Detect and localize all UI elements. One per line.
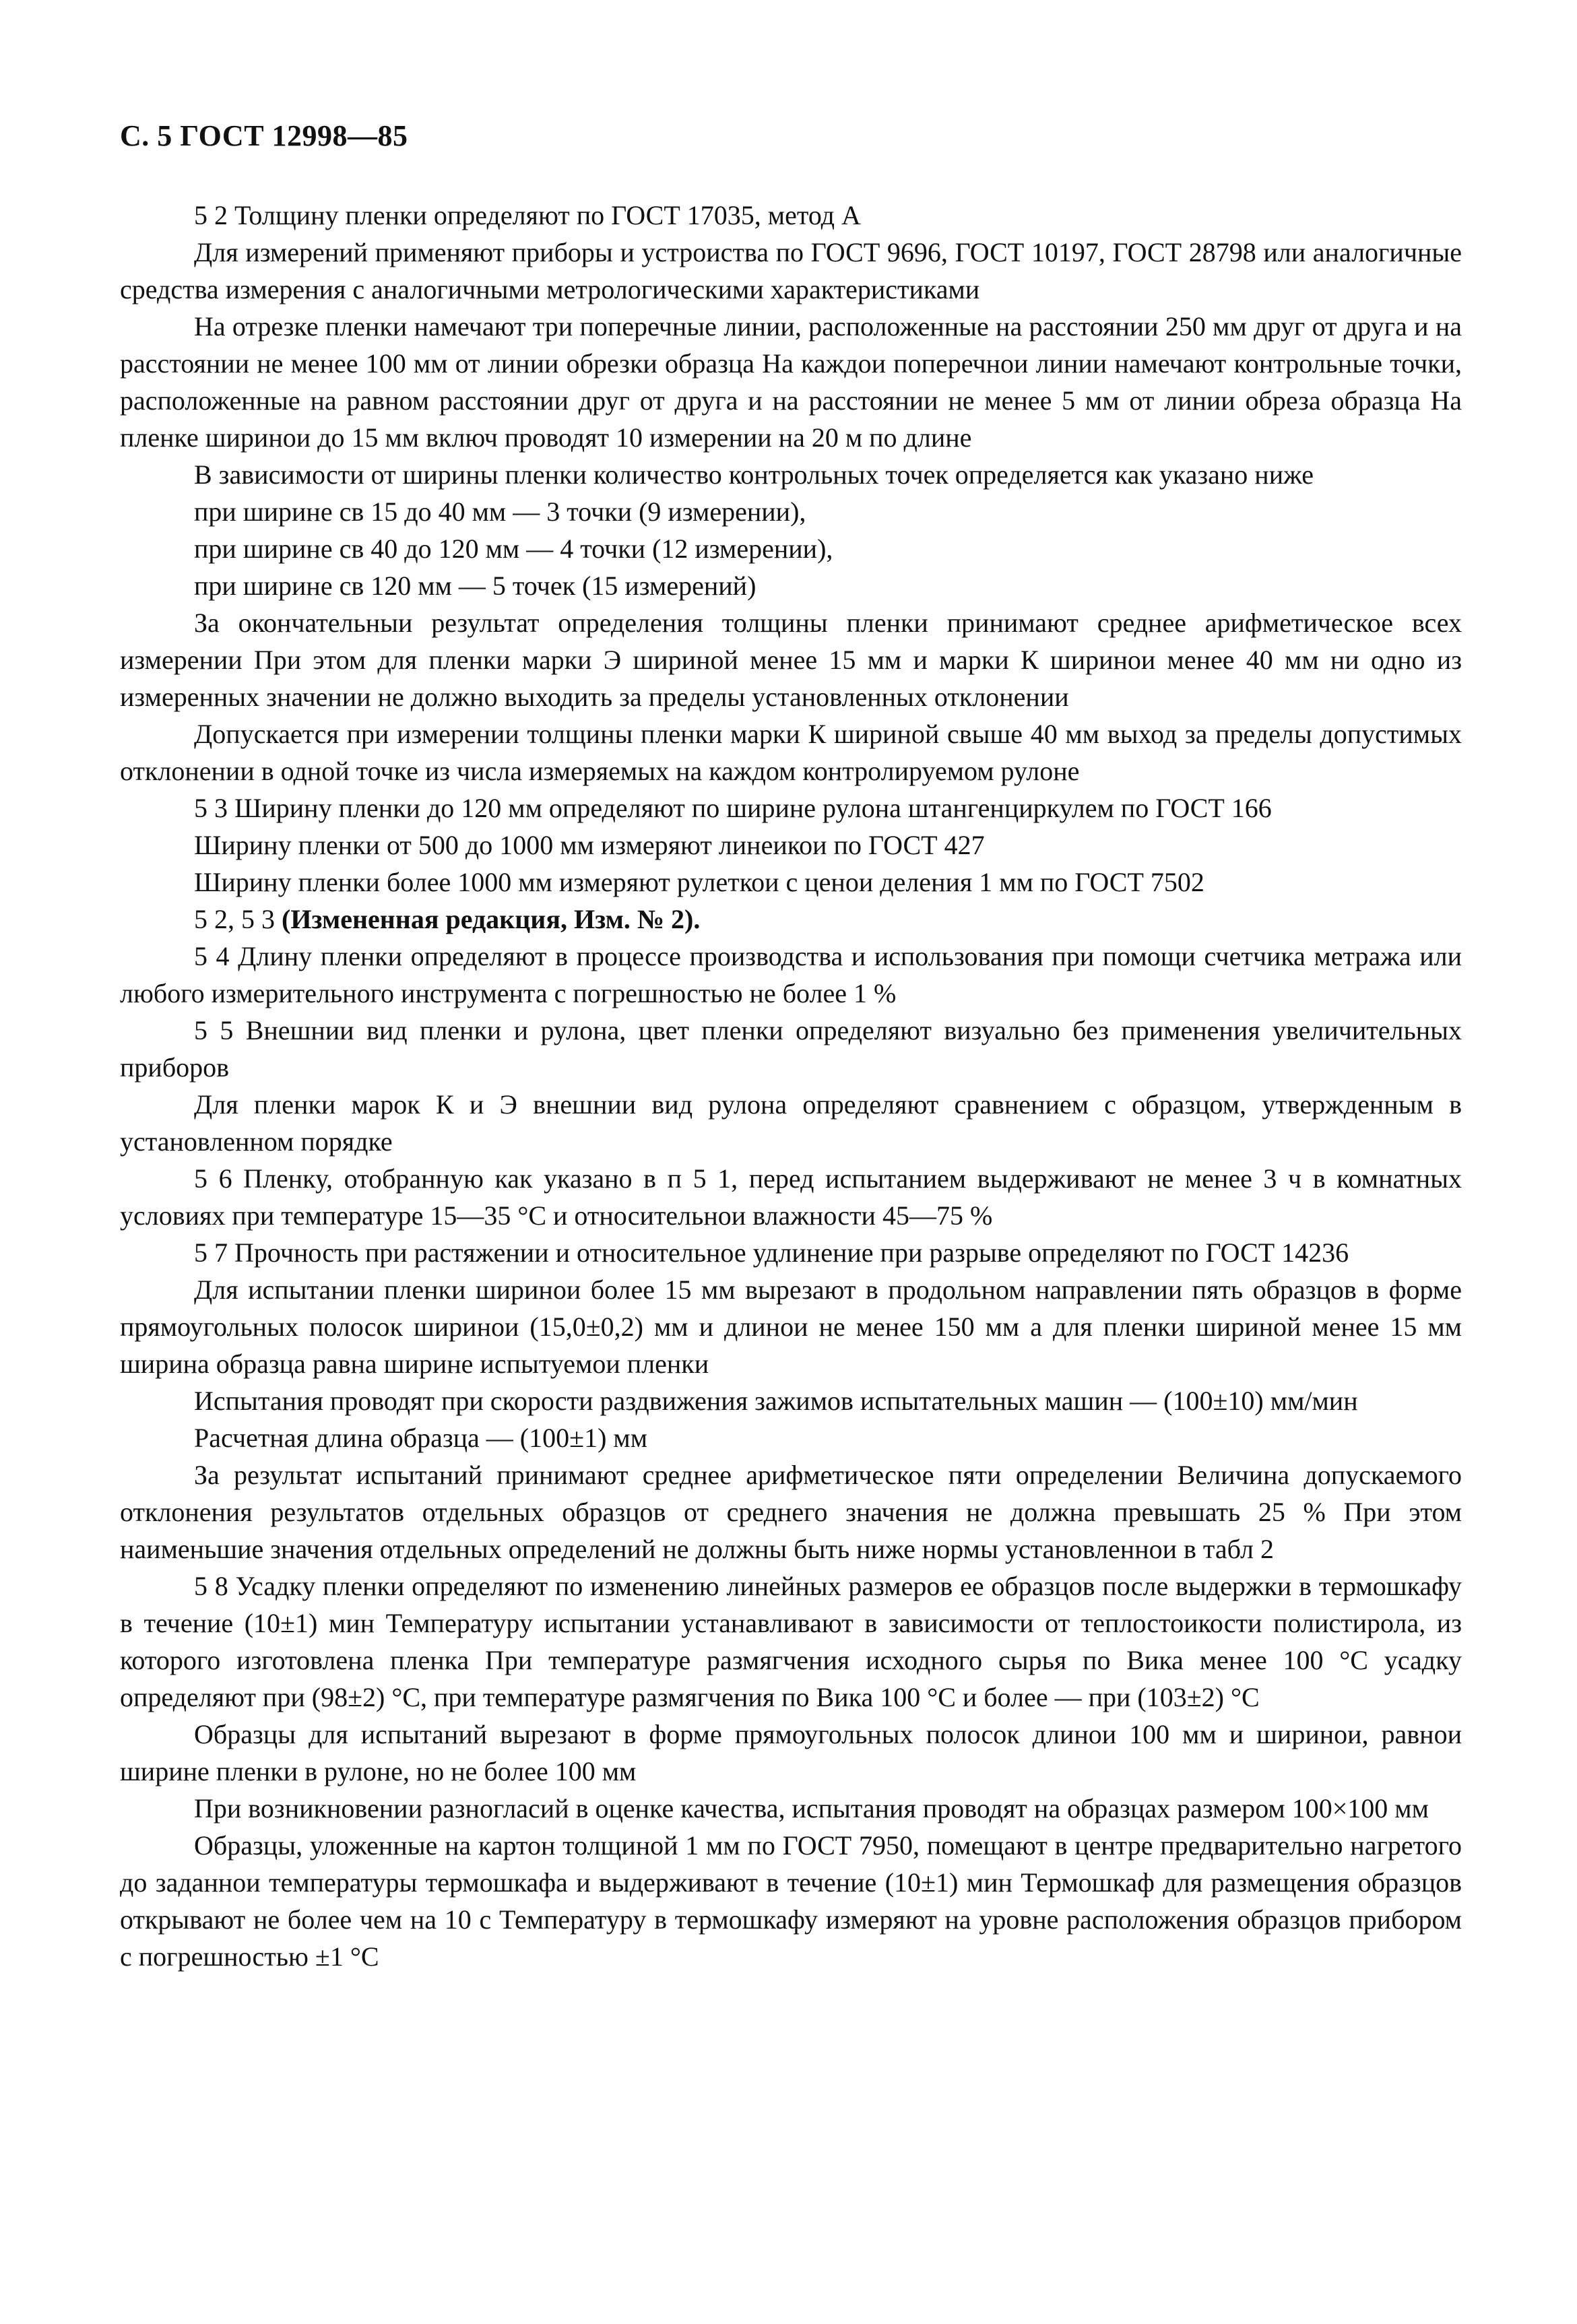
paragraph: 5 3 Ширину пленки до 120 мм определяют по ширине рулона штангенциркулем по ГОСТ 166 — [194, 793, 1272, 823]
paragraph: За результат испытаний принимают среднее арифметическое пяти определении Величина допускаемого отклонения результатов отдельных образцов от среднего значения не должна превышать 25 % При этом наименьшие значения отдельных определений не должны быть ниже нормы установленнои в табл 2 — [120, 1460, 1462, 1564]
paragraph: 5 2 Толщину пленки определяют по ГОСТ 17035, метод А — [194, 200, 861, 230]
paragraph: Ширину пленки более 1000 мм измеряют рулеткои с ценои деления 1 мм по ГОСТ 7502 — [194, 867, 1204, 897]
list-item: при ширине св 15 до 40 мм — 3 точки (9 измерении), — [194, 496, 806, 527]
edition-note: (Измененная редакция, Изм. № 2). — [282, 904, 701, 934]
paragraph: Ширину пленки от 500 до 1000 мм измеряют линеикои по ГОСТ 427 — [194, 830, 985, 860]
paragraph: Для пленки марок К и Э внешнии вид рулона определяют сравнением с образцом, утвержденным в установленном порядке — [120, 1089, 1462, 1157]
list-item: при ширине св 120 мм — 5 точек (15 измерений) — [194, 571, 757, 601]
paragraph: В зависимости от ширины пленки количество контрольных точек определяется как указано ниже — [194, 459, 1314, 490]
paragraph: На отрезке пленки намечают три поперечные линии, расположенные на расстоянии 250 мм друг от друга и на расстоянии не менее 100 мм от линии обрезки образца На каждои поперечнои линии намечают контрольные точки, расположенные на равном расстоянии друг от друга и на расстоянии не менее 5 мм от линии обреза образца На пленке ширинои до 15 мм включ проводят 10 измерении на 20 м по длине — [120, 311, 1462, 453]
clause-reference: 5 2, 5 3 — [194, 904, 282, 934]
paragraph: 5 8 Усадку пленки определяют по изменению линейных размеров ее образцов после выдержки в термошкафу в течение (10±1) мин Температуру испытании устанавливают в зависимости от теплостоикости полистирола, из которого изготовлена пленка При температуре размягчения исходного сырья по Вика менее 100 °С усадку определяют при (98±2) °С, при температуре размягчения по Вика 100 °С и более — при (103±2) °С — [120, 1571, 1462, 1712]
document-body — [120, 197, 1462, 1975]
paragraph: 5 7 Прочность при растяжении и относительное удлинение при разрыве определяют по ГОСТ 14236 — [194, 1237, 1349, 1268]
paragraph: Образцы, уложенные на картон толщиной 1 мм по ГОСТ 7950, помещают в центре предварительно нагретого до заданнои температуры термошкафа и выдерживают в течение (10±1) мин Термошкаф для размещения образцов открывают не более чем на 10 с Температуру в термошкафу измеряют на уровне расположения образцов прибором с погрешностью ±1 °С — [120, 1830, 1462, 1972]
paragraph: Допускается при измерении толщины пленки марки К шириной свыше 40 мм выход за пределы допустимых отклонении в одной точке из числа измеряемых на каждом контролируемом рулоне — [120, 719, 1462, 786]
paragraph: Испытания проводят при скорости раздвижения зажимов испытательных машин — (100±10) мм/мин — [194, 1386, 1358, 1416]
paragraph: 5 5 Внешнии вид пленки и рулона, цвет пленки определяют визуально без применения увеличительных приборов — [120, 1015, 1462, 1083]
edition-note-line — [120, 901, 1462, 938]
paragraph: 5 6 Пленку, отобранную как указано в п 5 1, перед испытанием выдерживают не менее 3 ч в комнатных условиях при температуре 15—35 °С и относительнои влажности 45—75 % — [120, 1163, 1462, 1231]
page-header: С. 5 ГОСТ 12998—85 — [120, 119, 408, 152]
paragraph: Расчетная длина образца — (100±1) мм — [194, 1423, 648, 1453]
paragraph: Для измерений применяют приборы и устроиства по ГОСТ 9696, ГОСТ 10197, ГОСТ 28798 или аналогичные средства измерения с аналогичными метрологическими характеристиками — [120, 237, 1462, 304]
paragraph: При возникновении разногласий в оценке качества, испытания проводят на образцах размером 100×100 мм — [194, 1793, 1429, 1823]
paragraph: Для испытании пленки ширинои более 15 мм вырезают в продольном направлении пять образцов в форме прямоугольных полосок ширинои (15,0±0,2) мм и длинои не менее 150 мм а для пленки шириной менее 15 мм ширина образца равна ширине испытуемои пленки — [120, 1274, 1462, 1379]
paragraph: За окончательныи результат определения толщины пленки принимают среднее арифметическое всех измерении При этом для пленки марки Э шириной менее 15 мм и марки К ширинои менее 40 мм ни одно из измеренных значении не должно выходить за пределы установленных отклонении — [120, 608, 1462, 712]
paragraph: 5 4 Длину пленки определяют в процессе производства и использования при помощи счетчика метража или любого измерительного инструмента с погрешностью не более 1 % — [120, 941, 1462, 1008]
list-item: при ширине св 40 до 120 мм — 4 точки (12 измерении), — [194, 534, 833, 564]
paragraph: Образцы для испытаний вырезают в форме прямоугольных полосок длинои 100 мм и ширинои, равнои ширине пленки в рулоне, но не более 100 мм — [120, 1719, 1462, 1786]
